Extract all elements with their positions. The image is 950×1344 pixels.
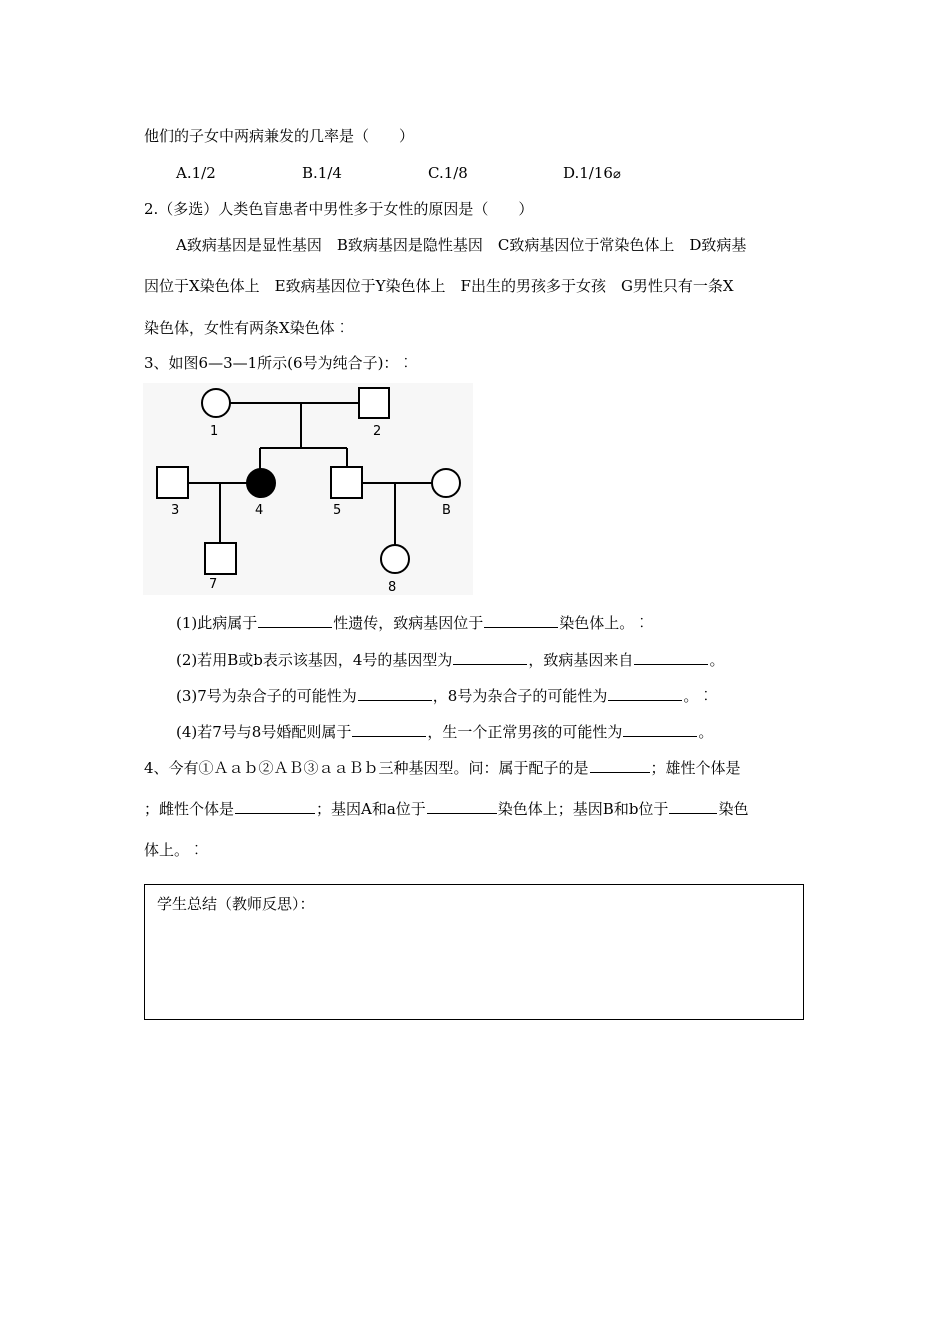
q1-option-d bbox=[563, 163, 621, 185]
individual-6-female bbox=[432, 469, 460, 497]
q4-line-2-text-b: ；基因A和a位于 bbox=[316, 800, 426, 818]
q3-sub-1 bbox=[176, 613, 649, 633]
q4-blank-female[interactable] bbox=[235, 799, 315, 814]
individual-3-male bbox=[157, 467, 188, 498]
q3-stem: 3、如图6—3—1所示(6号为纯合子)：︰ bbox=[144, 354, 414, 372]
q1-stem: 他们的子女中两病兼发的几率是（ ） bbox=[144, 127, 415, 145]
q4-line-1 bbox=[144, 758, 741, 778]
q3-sub-2-text-c: 。 bbox=[709, 651, 725, 669]
q3-sub-1-blank-2[interactable] bbox=[484, 613, 558, 628]
q1-option-a: A.1/2 bbox=[176, 164, 216, 182]
q1-option-d-text: D.1/16 bbox=[563, 164, 613, 182]
q2-line-2: 因位于X染色体上 E致病基因位于Y染色体上 F出生的男孩多于女孩 G男性只有一条X bbox=[144, 277, 734, 295]
q4-line-2 bbox=[144, 799, 748, 819]
q3-sub-2 bbox=[176, 650, 724, 670]
q3-sub-2-text-b: ，致病基因来自 bbox=[528, 651, 634, 669]
q1-option-c: C.1/8 bbox=[428, 164, 468, 182]
q3-sub-4-text-c: 。 bbox=[698, 723, 714, 741]
q4-line-3: 体上。︰ bbox=[144, 841, 205, 859]
q3-sub-2-text-a: (2)若用B或b表示该基因，4号的基因型为 bbox=[176, 651, 453, 669]
label-1: 1 bbox=[210, 424, 219, 439]
individual-1-female bbox=[202, 389, 230, 417]
q3-sub-1-text-b: 性遗传，致病基因位于 bbox=[333, 614, 484, 632]
q3-sub-3-text-b: ，8号为杂合子的可能性为 bbox=[432, 687, 608, 705]
pedigree-svg bbox=[143, 383, 473, 595]
q3-sub-3-text-c: 。︰ bbox=[683, 687, 714, 705]
label-6: B bbox=[442, 503, 451, 518]
q3-sub-3-blank-1[interactable] bbox=[358, 686, 432, 701]
q3-sub-2-blank-2[interactable] bbox=[634, 650, 708, 665]
individual-2-male bbox=[359, 388, 389, 418]
label-5: 5 bbox=[333, 503, 342, 518]
q3-sub-4-blank-2[interactable] bbox=[623, 722, 697, 737]
q2-line-3: 染色体，女性有两条X染色体︰ bbox=[144, 319, 350, 337]
pedigree-chart bbox=[143, 383, 473, 595]
q4-line-2-text-a: ；雌性个体是 bbox=[144, 800, 235, 818]
individual-8-female bbox=[381, 545, 409, 573]
summary-title: 学生总结（教师反思）： bbox=[157, 895, 315, 913]
q3-sub-3-blank-2[interactable] bbox=[608, 686, 682, 701]
label-4: 4 bbox=[255, 503, 264, 518]
q3-sub-1-blank-1[interactable] bbox=[258, 613, 332, 628]
q1-option-b: B.1/4 bbox=[302, 164, 342, 182]
individual-5-male bbox=[331, 467, 362, 498]
q3-sub-2-blank-1[interactable] bbox=[453, 650, 527, 665]
q3-sub-1-text-a: (1)此病属于 bbox=[176, 614, 258, 632]
q4-line-2-text-d: 染色 bbox=[718, 800, 749, 818]
q4-blank-chromosome-a[interactable] bbox=[427, 799, 497, 814]
q4-blank-chromosome-b[interactable] bbox=[669, 799, 717, 814]
label-8: 8 bbox=[388, 580, 397, 595]
q4-line-2-text-c: 染色体上；基因B和b位于 bbox=[497, 800, 669, 818]
q3-sub-4-text-a: (4)若7号与8号婚配则属于 bbox=[176, 723, 352, 741]
q3-sub-4-text-b: ，生一个正常男孩的可能性为 bbox=[427, 723, 623, 741]
q4-line-1-text-b: ；雄性个体是 bbox=[650, 759, 741, 777]
label-2: 2 bbox=[373, 424, 382, 439]
q4-blank-gamete[interactable] bbox=[590, 758, 650, 773]
q2-stem: 2.（多选）人类色盲患者中男性多于女性的原因是（ ） bbox=[144, 200, 534, 218]
label-7: 7 bbox=[209, 577, 218, 592]
q2-line-1: A致病基因是显性基因 B致病基因是隐性基因 C致病基因位于常染色体上 D致病基 bbox=[176, 236, 747, 254]
label-3: 3 bbox=[171, 503, 180, 518]
tail-mark-icon: ⌀ bbox=[612, 167, 621, 182]
individual-7-male bbox=[205, 543, 236, 574]
q3-sub-3 bbox=[176, 686, 713, 706]
q3-sub-1-text-c: 染色体上。︰ bbox=[559, 614, 650, 632]
q3-sub-4 bbox=[176, 722, 713, 742]
summary-box[interactable] bbox=[144, 884, 804, 1020]
q4-line-1-text-a: 4、今有①Ａａｂ②ＡＢ③ａａＢｂ三种基因型。问：属于配子的是 bbox=[144, 759, 589, 777]
individual-4-affected-female bbox=[247, 469, 275, 497]
q3-sub-3-text-a: (3)7号为杂合子的可能性为 bbox=[176, 687, 357, 705]
q3-sub-4-blank-1[interactable] bbox=[352, 722, 426, 737]
